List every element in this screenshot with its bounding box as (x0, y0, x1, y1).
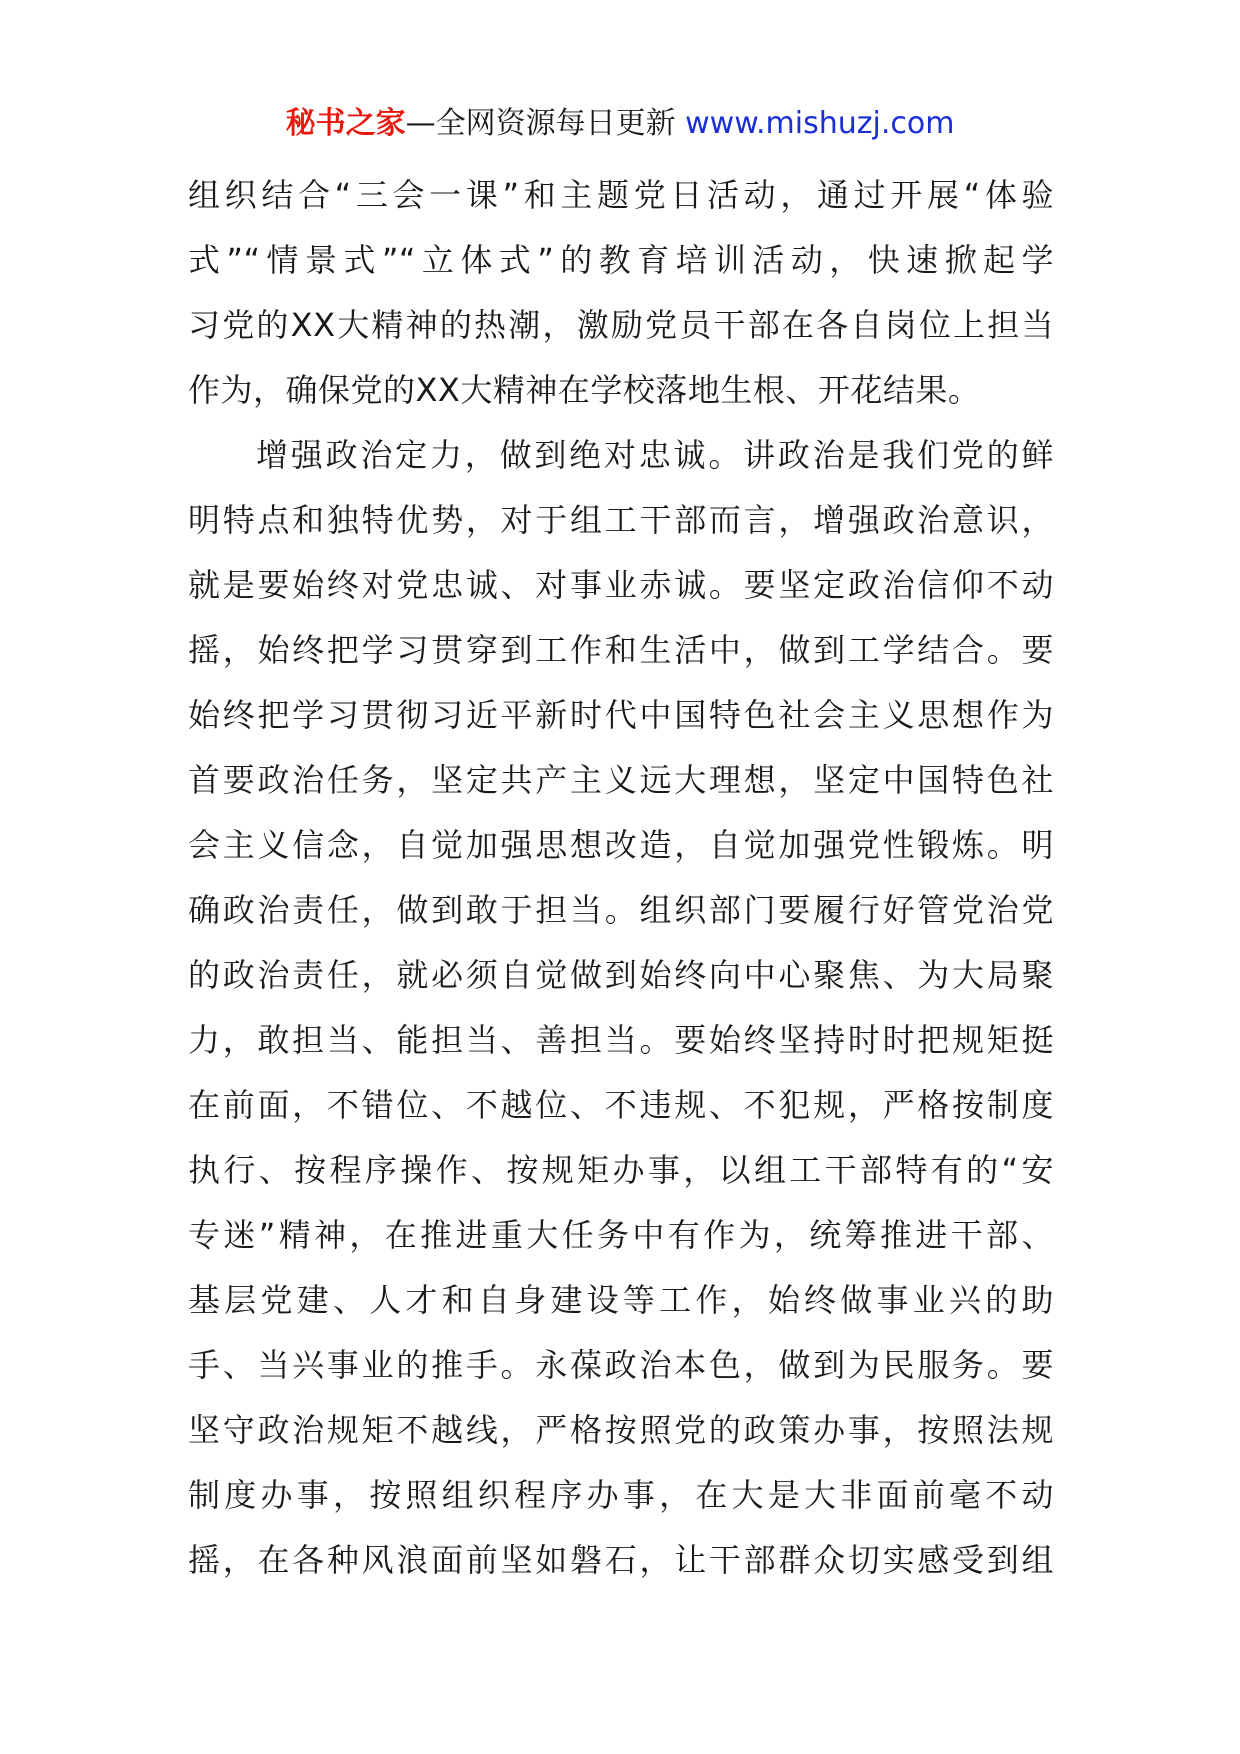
text-line: 基层党建、人才和自身建设等工作，始终做事业兴的助 (188, 1281, 1054, 1319)
text-line: 手、当兴事业的推手。永葆政治本色，做到为民服务。要 (188, 1346, 1054, 1384)
text-line: 组织结合“三会一课”和主题党日活动，通过开展“体验 (188, 176, 1054, 214)
text-line: 的政治责任，就必须自觉做到始终向中心聚焦、为大局聚 (188, 956, 1054, 994)
text-line: 力，敢担当、能担当、善担当。要始终坚持时时把规矩挺 (188, 1021, 1054, 1059)
text-line: 式”“情景式”“立体式”的教育培训活动，快速掀起学 (188, 241, 1054, 279)
text-line: 会主义信念，自觉加强思想改造，自觉加强党性锻炼。明 (188, 826, 1054, 864)
text-line: 摇，始终把学习贯穿到工作和生活中，做到工学结合。要 (188, 631, 1054, 669)
paragraph-start-line: 增强政治定力，做到绝对忠诚。讲政治是我们党的鲜 (256, 436, 1054, 474)
text-line: 执行、按程序操作、按规矩办事，以组工干部特有的“安 (188, 1151, 1054, 1189)
page-header (0, 100, 1240, 148)
text-line: 始终把学习贯彻习近平新时代中国特色社会主义思想作为 (188, 696, 1054, 734)
site-url-link[interactable]: www.mishuzj.com (685, 106, 955, 141)
text-line: 首要政治任务，坚定共产主义远大理想，坚定中国特色社 (188, 761, 1054, 799)
text-line: 制度办事，按照组织程序办事，在大是大非面前毫不动 (188, 1476, 1054, 1514)
text-line: 习党的XX大精神的热潮，激励党员干部在各自岗位上担当 (188, 306, 1054, 344)
text-line: 确政治责任，做到敢于担当。组织部门要履行好管党治党 (188, 891, 1054, 929)
text-line: 专迷”精神，在推进重大任务中有作为，统筹推进干部、 (188, 1216, 1054, 1254)
text-line: 坚守政治规矩不越线，严格按照党的政策办事，按照法规 (188, 1411, 1054, 1449)
text-line: 明特点和独特优势，对于组工干部而言，增强政治意识， (188, 501, 1054, 539)
text-line: 作为，确保党的XX大精神在学校落地生根、开花结果。 (188, 371, 981, 409)
text-line: 就是要始终对党忠诚、对事业赤诚。要坚定政治信仰不动 (188, 566, 1054, 604)
header-tagline: —全网资源每日更新 (405, 106, 676, 141)
brand-name: 秘书之家 (285, 106, 406, 141)
text-line: 摇，在各种风浪面前坚如磐石，让干部群众切实感受到组 (188, 1541, 1054, 1579)
text-line: 在前面，不错位、不越位、不违规、不犯规，严格按制度 (188, 1086, 1054, 1124)
document-body (188, 163, 1054, 1593)
